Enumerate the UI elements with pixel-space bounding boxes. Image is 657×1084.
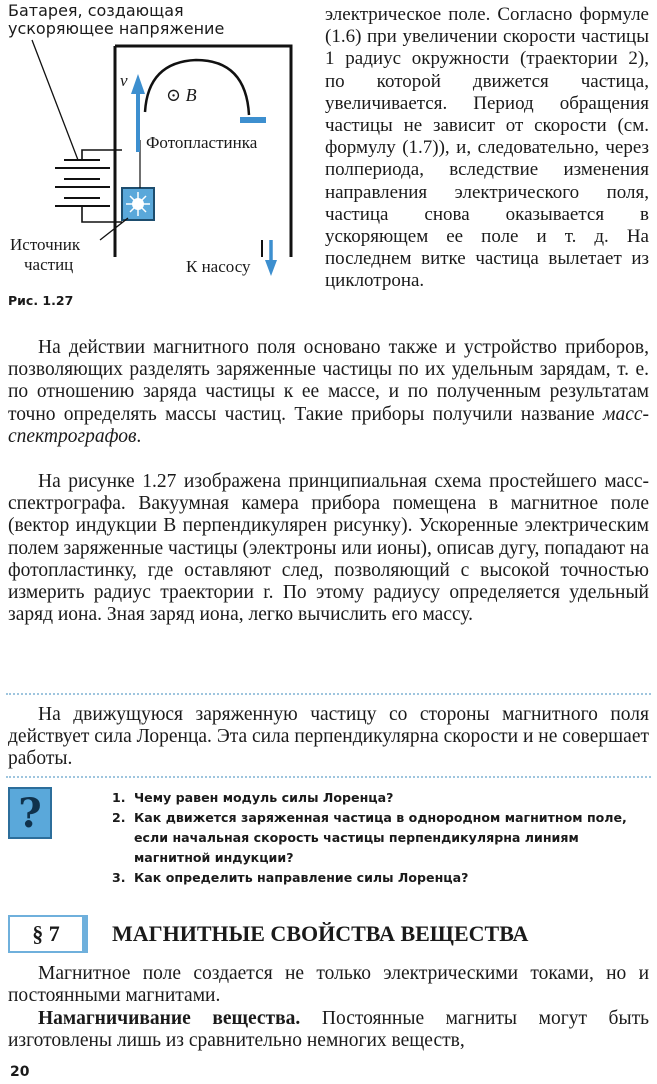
section-paragraph-2-text: Постоянные магниты могут быть изготовлены лишь из сравнительно немногих веществ, (8, 1008, 649, 1052)
dotted-separator-bottom (6, 776, 651, 778)
question-number: 1. (112, 790, 126, 805)
section-paragraph-1: Магнитное поле создается не только электрическими токами, но и постоянными магнитами. (8, 963, 649, 1007)
question-item (112, 868, 652, 888)
photoplate-label: Фотопластинка (146, 133, 258, 152)
question-number: 2. (112, 810, 126, 825)
paragraph-figure-description: На рисунке 1.27 изображена принципиальная схема простейшего масс-спектрографа. Вакуумная камера прибора помещена в магнитное поле (вектор индукции B перпендикулярен рисунку). Ускоренные электрическим полем заряженные частицы (электроны или ионы), описав дугу, попадают на фотопластинку, где оставляют след, позволяющий с высокой точностью измерить радиус траектории r. По этому радиусу определяется удельный заряд иона. Зная заряд иона, легко вычислить его массу. (8, 471, 649, 626)
section-number: § 7 (8, 915, 88, 953)
figure-caption: Рис. 1.27 (8, 293, 74, 308)
battery-label-line-1: Батарея, создающая (8, 1, 184, 20)
term-mass-spectrographs: масс-спектрографов (8, 403, 650, 447)
questions-list (112, 788, 652, 888)
section-paragraph-2 (8, 1008, 649, 1052)
question-item (112, 808, 652, 868)
pump-label: К насосу (186, 257, 251, 276)
question-text: Чему равен модуль силы Лоренца? (134, 790, 394, 805)
page-number: 20 (10, 1064, 30, 1080)
right-column-paragraph: электрическое поле. Согласно формуле (1.6) при увеличении скорости частицы 1 радиус окружности (траектории 2), по которой движется частица, увеличивается. Период обращения частицы не зависит от скорости (см. формулу (1.7)), и, следовательно, через полпериода, вследствие изменения направления электрического поля, частица снова оказывается в ускоряющем ее поле и т. д. На последнем витке частица вылетает из циклотрона. (325, 4, 649, 292)
question-text: Как движется заряженная частица в однородном магнитном поле, если начальная скорость частицы перпендикулярна линиям магнитной индукции? (134, 810, 627, 865)
subheading-magnetization: Намагничивание вещества. (38, 1008, 301, 1029)
dotted-separator-top (6, 693, 651, 695)
velocity-label: v (120, 71, 128, 90)
induction-label: ⊙ B (166, 85, 197, 105)
source-label-line-1: Источник (10, 235, 81, 254)
paragraph-mass-spectrographs: На действии магнитного поля основано также и устройство приборов, позволяющих разделять заряженные частицы по их удельным зарядам, т. е. по отношению заряда частицы к ее массе, и по полученным результатам точно определять массы частиц. Такие приборы получили название масс-спектрографов. (8, 337, 650, 447)
battery-label-line-2: ускоряющее напряжение (8, 19, 225, 38)
summary-text: На движущуюся заряженную частицу со стороны магнитного поля действует сила Лоренца. Эта сила перпендикулярна скорости и не совершает работы. (8, 704, 649, 770)
source-label-line-2: частиц (24, 255, 74, 274)
question-icon: ? (8, 787, 52, 839)
question-text: Как определить направление силы Лоренца? (134, 870, 469, 885)
paragraph-1-text: На действии магнитного поля основано также и устройство приборов, позволяющих разделять заряженные частицы по их удельным зарядам, т. е. по отношению заряда частицы к ее массе, и по полученным результатам точно определять массы частиц. Такие приборы получили название (8, 337, 649, 425)
question-item (112, 788, 652, 808)
section-title: МАГНИТНЫЕ СВОЙСТВА ВЕЩЕСТВА (112, 921, 529, 946)
question-number: 3. (112, 870, 126, 885)
